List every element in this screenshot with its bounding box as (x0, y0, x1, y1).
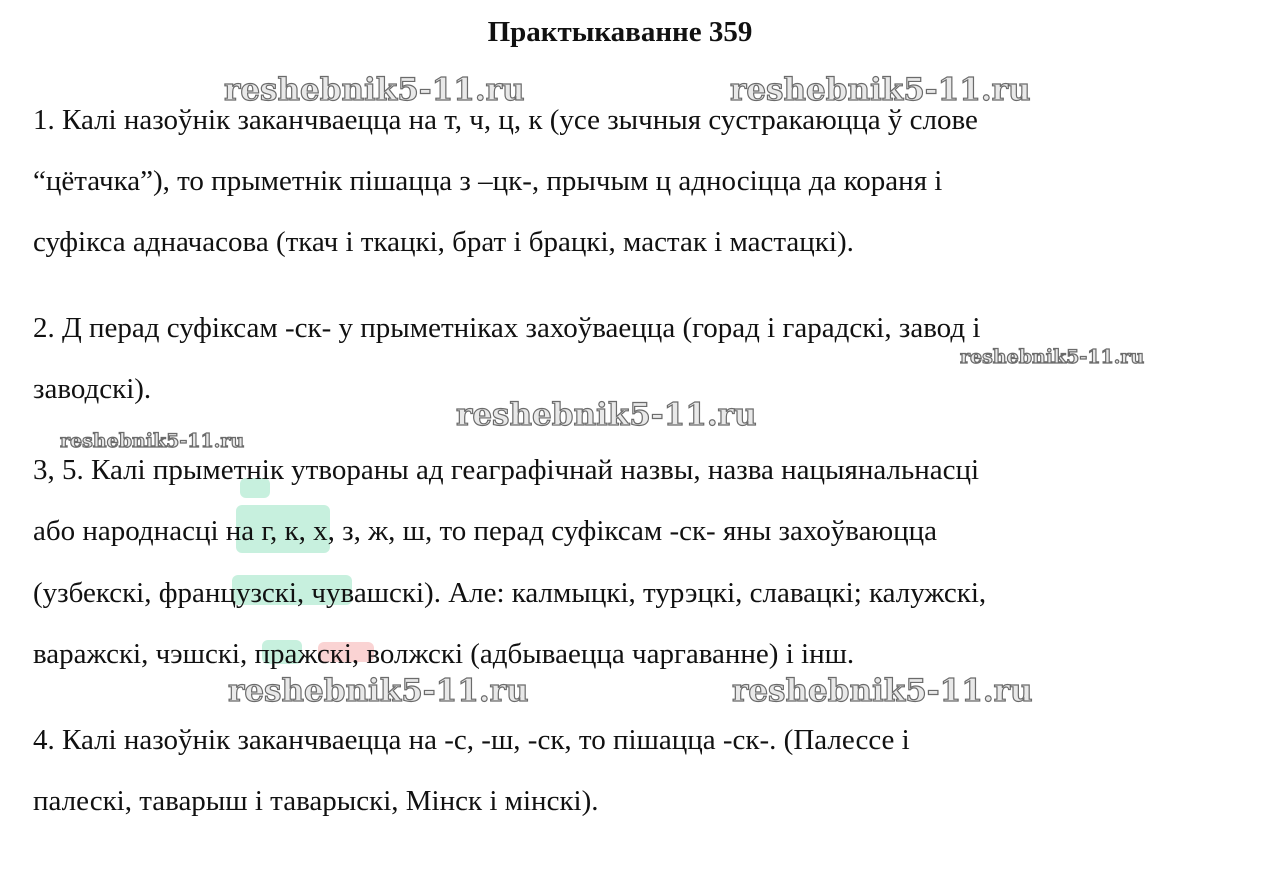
text-line: палескі, таварыш і таварыскі, Мінск і мінскі). (33, 785, 599, 817)
text-line: заводскі). (33, 373, 152, 405)
text-line: 3, 5. Калі прыметнік утвораны ад геаграфічнай назвы, назва нацыянальнасці (33, 454, 980, 486)
watermark: reshebnik5-11.ru (730, 72, 1031, 108)
text-line: 2. Д перад суфіксам -ск- у прыметніках захоўваецца (горад і гарадскі, завод і (33, 312, 981, 344)
text-line: 1. Калі назоўнік заканчваецца на т, ч, ц, к (усе зычныя сустракаюцца ў слове (33, 104, 978, 136)
watermark: reshebnik5-11.ru (60, 430, 245, 452)
text-line: (узбекскі, французскі, чувашскі). Але: калмыцкі, турэцкі, славацкі; калужскі, (33, 577, 987, 609)
text-line: “цётачка”), то прыметнік пішацца з –цк-, прычым ц адносіцца да кораня і (33, 165, 943, 197)
text-line: або народнасці на г, к, х, з, ж, ш, то перад суфіксам -ск- яны захоўваюцца (33, 515, 938, 547)
watermark: reshebnik5-11.ru (228, 673, 529, 709)
watermark: reshebnik5-11.ru (960, 346, 1145, 368)
watermark: reshebnik5-11.ru (732, 673, 1033, 709)
watermark: reshebnik5-11.ru (224, 72, 525, 108)
text-line: варажскі, чэшскі, пражскі, волжскі (адбываецца чаргаванне) і інш. (33, 638, 855, 670)
text-line: суфікса адначасова (ткач і ткацкі, брат і брацкі, мастак і мастацкі). (33, 226, 854, 258)
page-title: Практыкаванне 359 (487, 16, 753, 48)
watermark: reshebnik5-11.ru (456, 397, 757, 433)
text-line: 4. Калі назоўнік заканчваецца на -с, -ш, -ск, то пішацца -ск-. (Палессе і (33, 724, 910, 756)
